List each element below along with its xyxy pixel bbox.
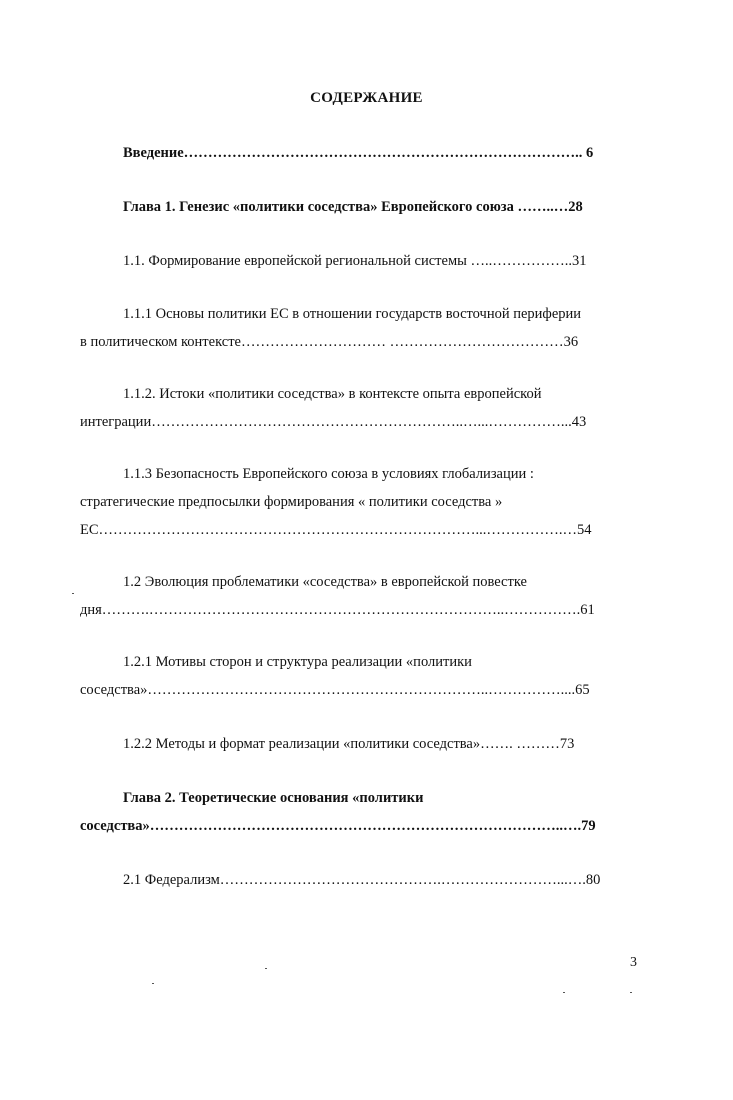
scan-speck <box>152 983 154 984</box>
toc-entry-1-2-1-line1: 1.2.1 Мотивы сторон и структура реализации «политики <box>123 654 472 670</box>
toc-entry-chapter-2-line1: Глава 2. Теоретические основания «политики <box>123 790 424 806</box>
page-title: СОДЕРЖАНИЕ <box>310 90 423 106</box>
toc-entry-1-2-line1: 1.2 Эволюция проблематики «соседства» в европейской повестке <box>123 574 527 590</box>
toc-entry-1-1-2-line1: 1.1.2. Истоки «политики соседства» в контексте опыта европейской <box>123 386 542 402</box>
scan-speck <box>630 992 632 993</box>
toc-entry-introduction: Введение……………………………………………………………………….. 6 <box>123 145 594 161</box>
toc-entry-1-1-2-line2: интеграции………………………………………………………..…...……………...43 <box>80 414 587 430</box>
toc-entry-1-1-1-line2: в политическом контексте………………………… ………………………………36 <box>80 334 579 350</box>
toc-entry-chapter-2-line2: соседства»…………………………………………………………………………..….79 <box>80 818 596 834</box>
page-number: 3 <box>630 955 637 970</box>
toc-entry-1-1-3-line3: ЕС……………………………………………………………………...…………….…54 <box>80 522 592 538</box>
toc-entry-1-1-3-line2: стратегические предпосылки формирования « политики соседства » <box>80 494 503 510</box>
toc-entry-1-2-1-line2: соседства»……………………………………………………………..……………....65 <box>80 682 590 698</box>
toc-entry-chapter-1: Глава 1. Генезис «политики соседства» Европейского союза ……..…28 <box>123 199 583 215</box>
scan-speck <box>72 593 74 594</box>
toc-entry-1-1-3-line1: 1.1.3 Безопасность Европейского союза в условиях глобализации : <box>123 466 534 482</box>
toc-entry-1-2-2: 1.2.2 Методы и формат реализации «политики соседства»……. ………73 <box>123 736 575 752</box>
toc-entry-1-1-1-line1: 1.1.1 Основы политики ЕС в отношении государств восточной периферии <box>123 306 582 322</box>
scan-speck <box>563 992 565 993</box>
toc-entry-2-1: 2.1 Федерализм……………………………………….……………………...….80 <box>123 872 601 888</box>
toc-entry-1-2-line2: дня……….………………………………………………………………..…………….61 <box>80 602 595 618</box>
toc-entry-1-1: 1.1. Формирование европейской региональной системы …..……………..31 <box>123 253 587 269</box>
scan-speck <box>265 968 267 969</box>
